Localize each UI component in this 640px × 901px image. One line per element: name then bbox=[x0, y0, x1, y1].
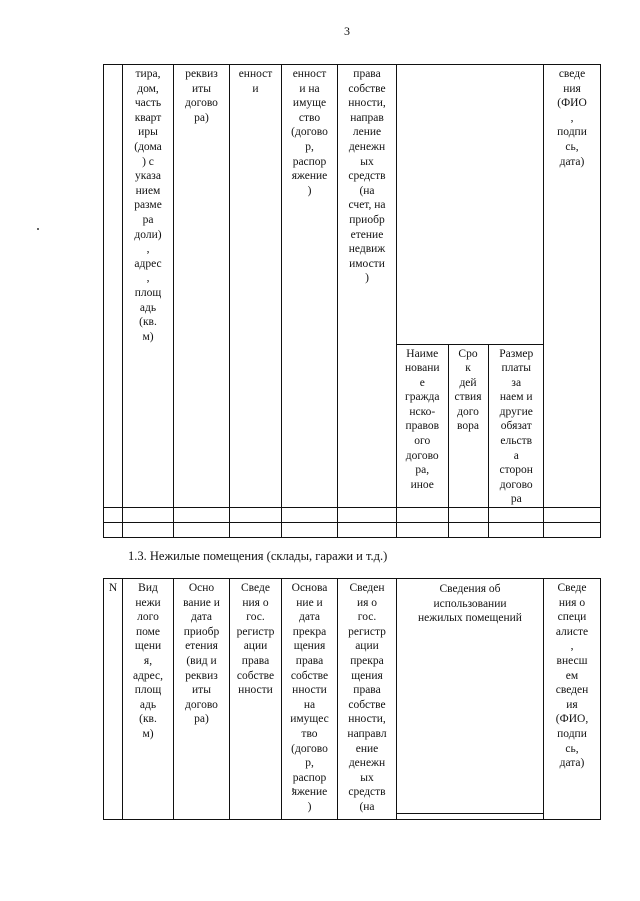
section-heading: 1.3. Нежилые помещения (склады, гаражи и т.д.) bbox=[128, 549, 388, 563]
table2-col-usage-text: Сведения об использовании нежилых помещений bbox=[418, 583, 522, 625]
table1-usage-payment-size-text: Размер платы за наем и другие обязат ельств а сторон догово ра bbox=[499, 347, 534, 506]
table2-col-acquisition-basis-text: Осно вание и дата приобр етения (вид и реквиз иты догово ра) bbox=[183, 582, 220, 726]
scan-speck bbox=[37, 228, 39, 230]
table1-col-registration bbox=[230, 65, 282, 508]
table1-usage-contract-term bbox=[448, 344, 488, 507]
table1-usage-payment-size bbox=[488, 344, 544, 507]
table1-empty-row bbox=[104, 523, 601, 538]
table1-col-acquisition-basis bbox=[174, 65, 230, 508]
table1-col-acquisition-basis-text: реквиз иты догово ра) bbox=[185, 68, 218, 124]
table2-col-specialist-text: Сведе ния о специ алисте , внесш ем сведен ия (ФИО, подпи сь, дата) bbox=[555, 582, 589, 770]
page-number: 3 bbox=[344, 24, 350, 38]
table2-col-termination-basis-text: Основа ние и дата прекра щения права собстве нности на имущес тво (догово р, распор яжение ) bbox=[290, 582, 329, 813]
table1-usage-subtable bbox=[397, 65, 544, 507]
table2-col-usage bbox=[397, 579, 544, 820]
table2-col-registration-text: Сведе ния о гос. регистр ации права собстве нности bbox=[236, 582, 275, 697]
table2-col-acquisition-basis bbox=[174, 579, 230, 820]
table1-col-usage bbox=[397, 65, 544, 508]
table1-col-number bbox=[104, 65, 123, 508]
table1-col-registration-text: енност и bbox=[238, 68, 273, 95]
table2-col-number-text: N bbox=[108, 582, 118, 594]
table1-col-property-type bbox=[123, 65, 174, 508]
table1-usage-contract-name bbox=[397, 344, 448, 507]
table2-col-premises-type bbox=[123, 579, 174, 820]
table1-col-specialist bbox=[544, 65, 601, 508]
table1-usage-header bbox=[397, 65, 544, 344]
table2-col-number bbox=[104, 579, 123, 820]
table2-col-termination-basis bbox=[282, 579, 338, 820]
table2-col-registration bbox=[230, 579, 282, 820]
table2-col-termination-registration-text: Сведен ия о гос. регистр ации прекра щения права собстве нности, направл ение денежн ых средств (на bbox=[347, 582, 387, 813]
table1-col-specialist-text: сведе ния (ФИО , подпи сь, дата) bbox=[557, 68, 587, 168]
nonresidential-table bbox=[103, 578, 601, 820]
table2-col-premises-type-text: Вид нежи лого поме щени я, адрес, площ адь (кв. м) bbox=[132, 582, 164, 740]
table2-col-termination-registration bbox=[338, 579, 397, 820]
table1-col-termination-basis-text: енност и на имуще ство (догово р, распор яжение ) bbox=[291, 68, 328, 197]
table2-col-specialist bbox=[544, 579, 601, 820]
table1-col-termination-registration-text: права собстве нности, направ ление денежн ых средств (на счет, на приобр етение недвиж имости ) bbox=[348, 68, 386, 285]
table1-empty-row bbox=[104, 508, 601, 523]
residential-table-continuation bbox=[103, 64, 601, 538]
table1-col-termination-registration bbox=[338, 65, 397, 508]
table1-col-property-type-text: тира, дом, часть кварт иры (дома ) с указа нием разме ра доли) , адрес , площ адь (кв. м) bbox=[134, 68, 162, 343]
table1-usage-contract-name-text: Наиме новани е гражда нско- правов ого догово ра, иное bbox=[404, 347, 440, 491]
table1-usage-contract-term-text: Сро к дей ствия дого вора bbox=[454, 347, 482, 433]
table1-col-termination-basis bbox=[282, 65, 338, 508]
